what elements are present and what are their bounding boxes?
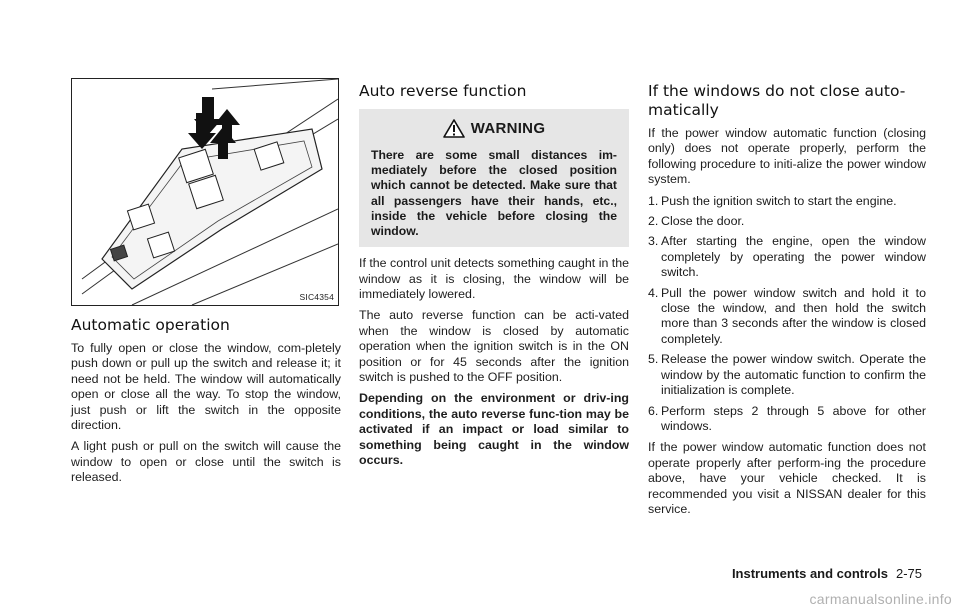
page-footer [732,566,922,581]
figure-code: SIC4354 [299,292,334,302]
heading-windows-not-close: If the windows do not close auto-matically [648,82,906,119]
steps-list [648,194,926,435]
page-number: 2-75 [895,566,922,581]
list-item: 5. Release the power window switch. Operate the window by the automatic function to confirm the initialization is complete. [648,352,926,398]
heading-auto-reverse: Auto reverse function [359,82,527,100]
list-item: 1. Push the ignition switch to start the engine. [648,193,897,208]
warning-box [359,109,629,247]
warning-triangle-icon [443,119,465,138]
section-title: Instruments and controls [731,566,888,581]
paragraph: The auto reverse function can be acti-vated when the window is closed by automatic operation when the ignition switch is in the ON position or for 45 seconds after the ignition switch is pushed to the OFF position. [359,308,629,385]
column-automatic-operation [71,316,341,492]
list-item: 6. Perform steps 2 through 5 above for other windows. [648,403,926,433]
paragraph: To fully open or close the window, com-pletely push down or pull up the switch and release it; it need not be held. The window will automatically open or close all the way. To stop the window, just push or lift the switch in the opposite direction. [71,341,341,433]
warning-text: There are some small distances im-mediately before the closed position which cannot be detected. Make sure that all passengers have their hands, etc., inside the vehicle before closing the window. [371,148,617,239]
heading-automatic-operation: Automatic operation [71,316,230,334]
paragraph-bold: Depending on the environment or driv-ing conditions, the auto reverse func-tion may be activated if an impact or load similar to something being caught in the window occurs. [359,391,629,468]
warning-header [371,119,617,138]
column-windows-not-close [648,82,926,523]
list-item: 2. Close the door. [648,214,745,229]
figure-box [71,78,339,306]
paragraph: A light push or pull on the switch will cause the window to open or close until the switch is released. [71,439,341,485]
list-item: 3. After starting the engine, open the window completely by operating the power window switch. [648,234,926,280]
power-window-switch-illustration [72,79,338,305]
list-item: 4. Pull the power window switch and hold it to close the window, and then hold the switch more than 3 seconds after the window is closed completely. [648,285,926,346]
column-auto-reverse [359,82,629,475]
watermark: carmanualsonline.info [809,591,952,607]
paragraph: If the control unit detects something caught in the window as it is closing, the window will be immediately lowered. [359,256,630,302]
paragraph: If the power window automatic function (closing only) does not operate properly, perform the following procedure to initi-alize the power window system. [648,126,926,187]
paragraph: If the power window automatic function does not operate properly after perform-ing the procedure above, have your vehicle checked. It is recommended you visit a NISSAN dealer for this service. [648,440,926,516]
warning-title: WARNING [470,120,546,137]
